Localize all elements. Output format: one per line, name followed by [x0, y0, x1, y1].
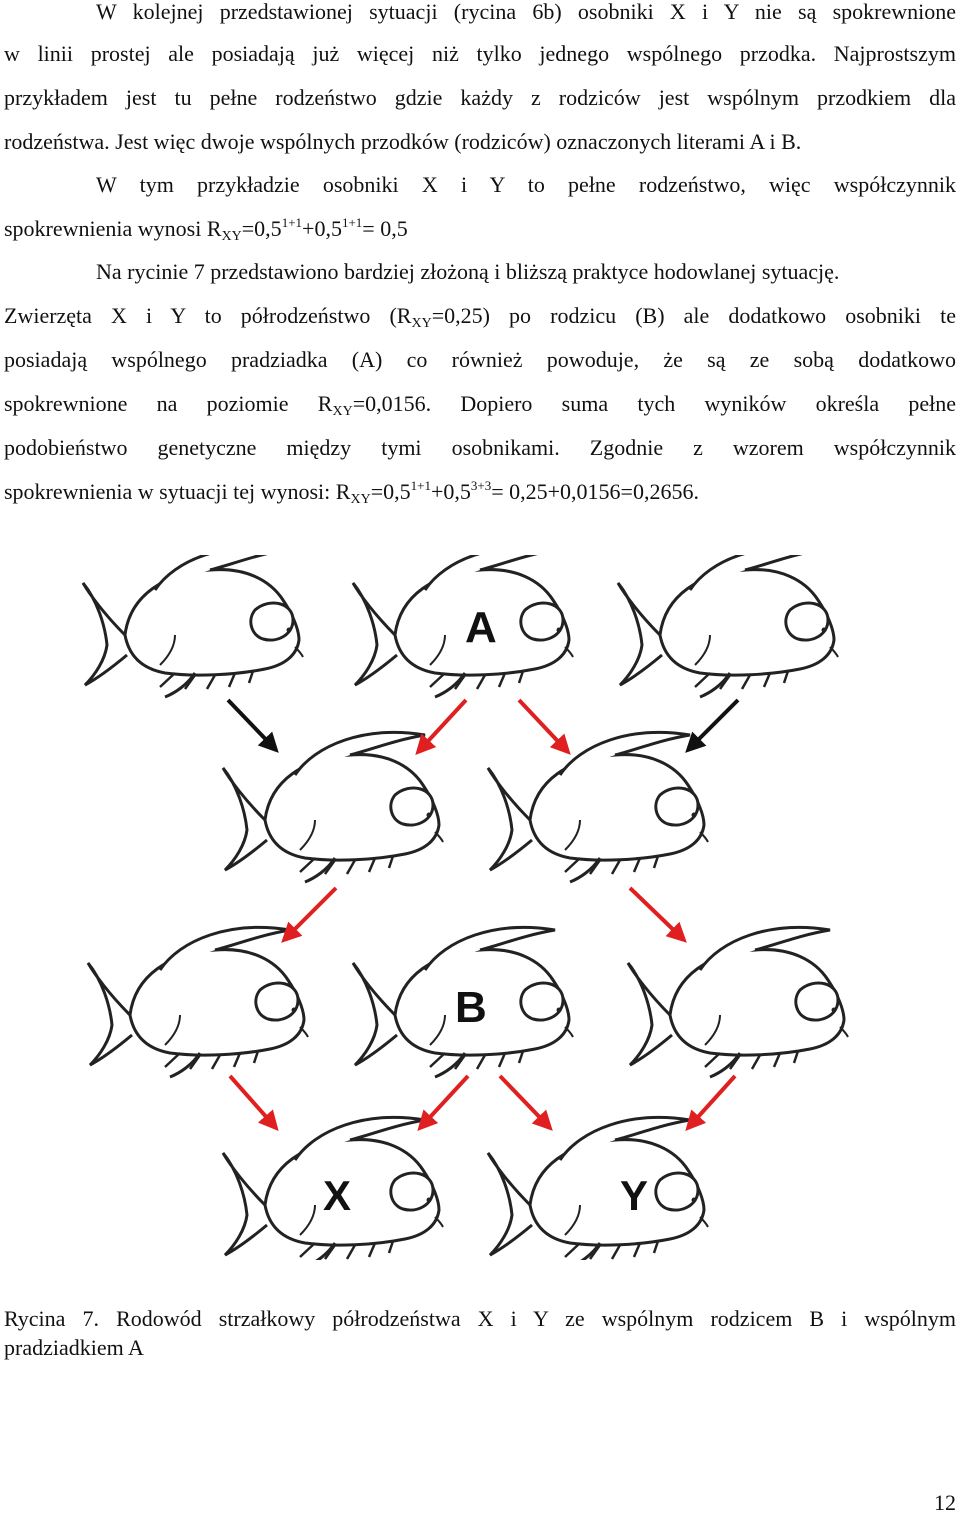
text-run: = 0,5 [362, 216, 408, 241]
p2-line-2 [4, 214, 956, 244]
p1-line-1: W kolejnej przedstawionej sytuacji (rycina 6b) osobniki X i Y nie są spokrewnione [96, 0, 956, 24]
text-run: =0,5 [241, 216, 282, 241]
text-run: +0,5 [302, 216, 342, 241]
fish-parent-right [628, 927, 848, 1077]
p1-line-4: rodzeństwa. Jest więc dwoje wspólnych przodków (rodziców) oznaczonych literami A i B. [4, 129, 802, 154]
label-b: B [455, 983, 487, 1032]
label-a: A [465, 603, 497, 652]
arrow-red-to-right-parent [630, 888, 684, 940]
page-number: 12 [934, 1490, 956, 1515]
text-run: =0,5 [370, 479, 411, 504]
subscript-xy: XY [411, 316, 432, 331]
p1-line-3: przykładem jest tu pełne rodzeństwo gdzie każdy z rodziców jest wspólnym przodkiem dla [4, 85, 956, 110]
fish-parent-left [88, 927, 308, 1077]
arrow-red-left-to-x [230, 1076, 276, 1128]
subscript-xy: XY [332, 404, 353, 419]
arrow-black-right [688, 700, 738, 750]
fish-great-grandparent-a [353, 555, 573, 697]
text-run: spokrewnione na poziomie R [4, 391, 333, 416]
exponent: 1+1 [341, 215, 363, 230]
exponent: 1+1 [281, 215, 303, 230]
arrow-red-to-left-parent [284, 888, 336, 940]
figure-caption-line-2: pradziadkiem A [4, 1335, 144, 1360]
p3-line-1: Na rycinie 7 przedstawiono bardziej złożoną i bliższą praktyce hodowlanej sytuację. [96, 259, 840, 284]
pedigree-figure [0, 555, 960, 1260]
text-run: +0,5 [430, 479, 471, 504]
fish-grandparent-right [488, 732, 708, 882]
p2-line-1: W tym przykładzie osobniki X i Y to pełne rodzeństwo, więc współczynnik [96, 172, 956, 197]
text-run: Zwierzęta X i Y to półrodzeństwo (R [4, 303, 412, 328]
fish-offspring-y [488, 1117, 708, 1260]
text-run: =0,0156. Dopiero suma tych wyników określa pełne [352, 391, 956, 416]
fish-great-grandparent-left [83, 555, 303, 697]
fish-great-grandparent-right [618, 555, 838, 697]
p3-line-2 [4, 301, 956, 331]
text-run: = 0,25+0,0156=0,2656. [491, 479, 699, 504]
label-y: Y [620, 1172, 649, 1219]
p3-line-5: podobieństwo genetyczne między tymi osobnikami. Zgodnie z wzorem współczynnik [4, 435, 956, 460]
text-run: spokrewnienia wynosi R [4, 216, 222, 241]
arrow-red-b-to-y [500, 1076, 550, 1128]
text-run: spokrewnienia w sytuacji tej wynosi: R [4, 479, 351, 504]
p3-line-4 [4, 389, 956, 419]
label-x: X [323, 1172, 352, 1219]
fish-grandparent-left [223, 732, 443, 882]
subscript-xy: XY [221, 229, 242, 244]
arrow-red-a-left [418, 700, 466, 752]
exponent: 3+3 [470, 478, 492, 493]
subscript-xy: XY [350, 492, 371, 507]
arrow-red-b-to-x [420, 1076, 468, 1128]
arrow-red-a-right [519, 700, 568, 752]
text-run: =0,25) po rodzicu (B) ale dodatkowo osobniki te [431, 303, 956, 328]
arrow-black-left [228, 700, 276, 750]
p3-line-3: posiadają wspólnego pradziadka (A) co również powoduje, że są ze sobą dodatkowo [4, 347, 956, 372]
arrow-red-right-to-y [688, 1076, 735, 1128]
figure-caption-line-1: Rycina 7. Rodowód strzałkowy półrodzeństwa X i Y ze wspólnym rodzicem B i wspólnym [4, 1306, 956, 1331]
exponent: 1+1 [410, 478, 431, 493]
p1-line-2: w linii prostej ale posiadają już więcej niż tylko jednego wspólnego przodka. Najprostszym [4, 41, 956, 66]
p3-line-6 [4, 477, 956, 507]
